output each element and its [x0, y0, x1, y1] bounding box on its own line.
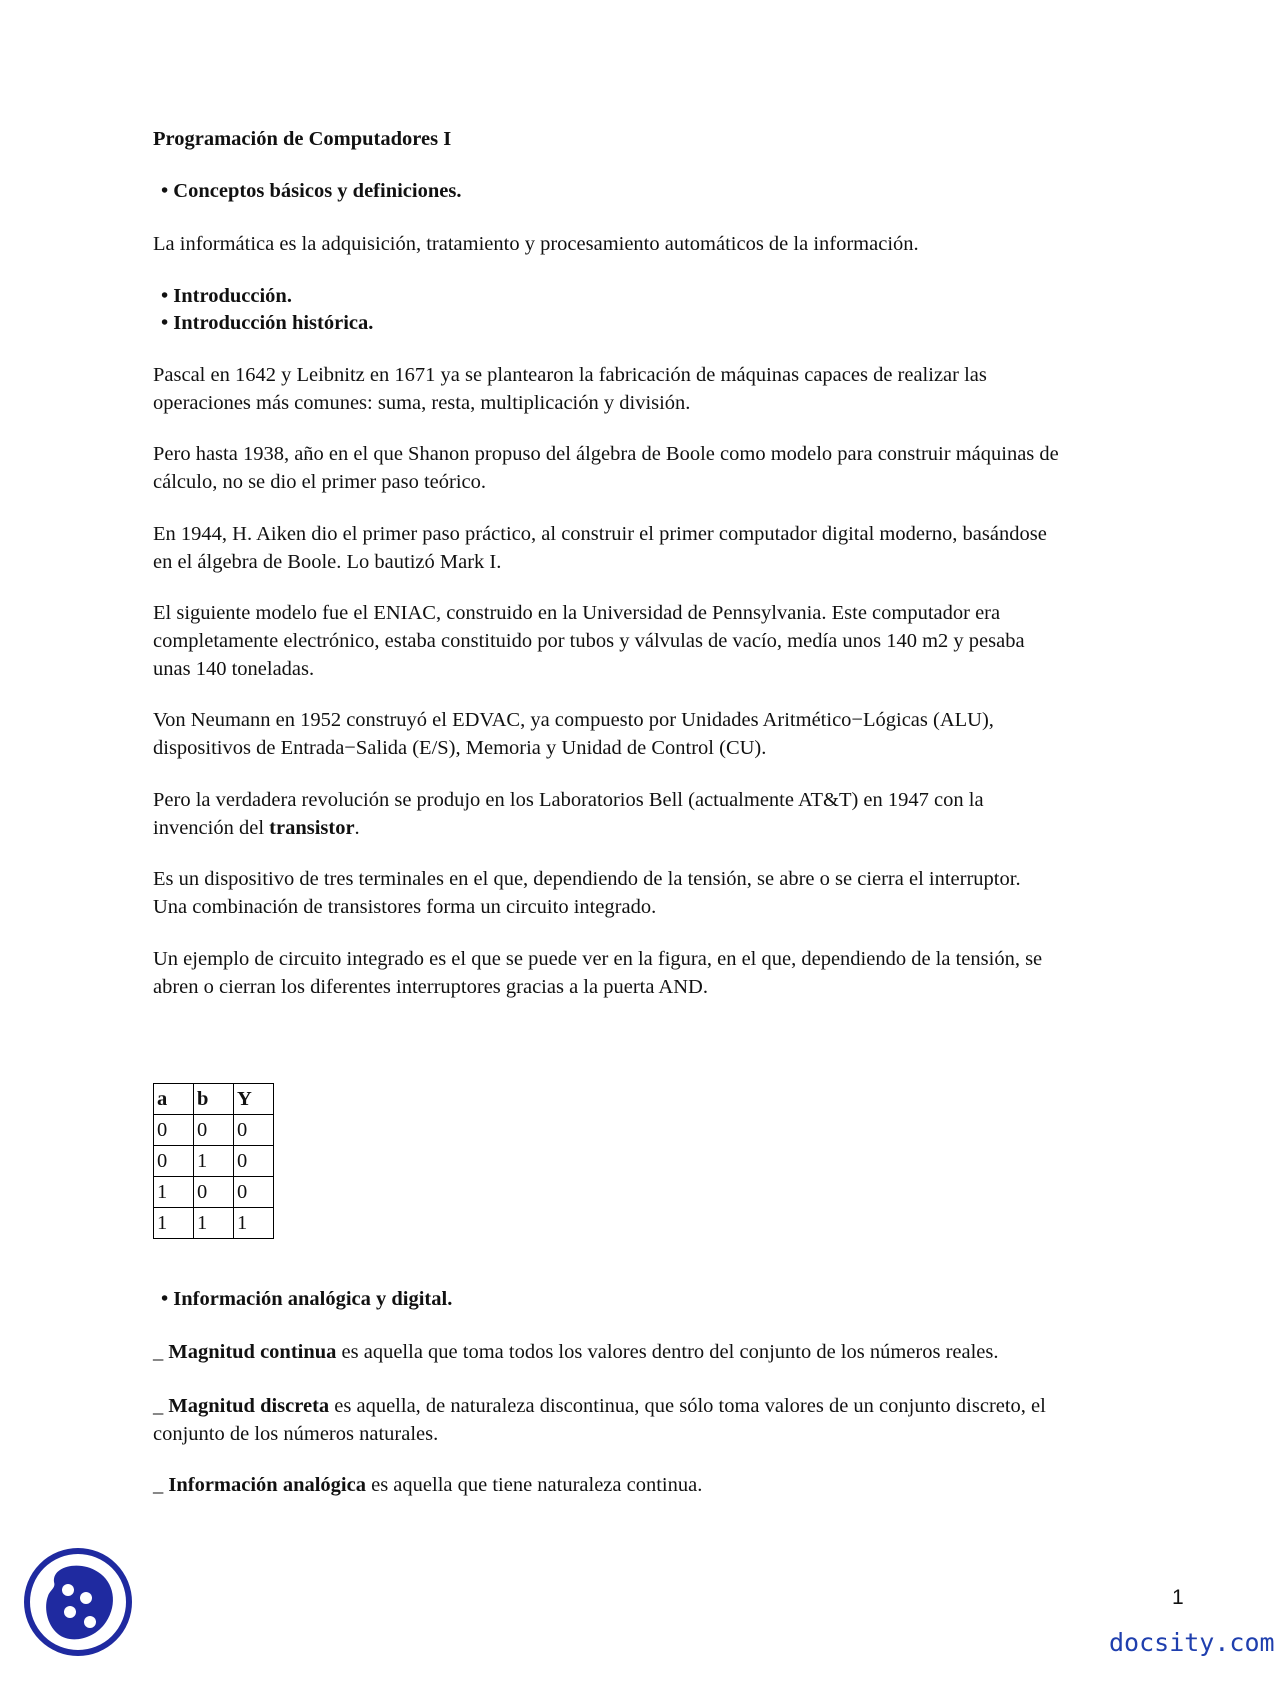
- term-informacion-analogica: Información analógica: [168, 1474, 366, 1496]
- table-cell: 0: [234, 1115, 274, 1146]
- paragraph-shanon-line2: cálculo, no se dio el primer paso teórico.: [153, 471, 487, 493]
- table-header-cell: a: [154, 1084, 194, 1115]
- table-row: [154, 1208, 274, 1239]
- table-cell: 1: [154, 1208, 194, 1239]
- definition-text: es aquella que tiene naturaleza continua.: [365, 1474, 703, 1496]
- definition-prefix: _: [153, 1341, 169, 1363]
- table-cell: 1: [194, 1208, 234, 1239]
- definition-magnitud-discreta-line2: conjunto de los números naturales.: [153, 1423, 439, 1445]
- bullet-introduccion-historica: • Introducción histórica.: [161, 312, 374, 334]
- table-cell: 0: [154, 1115, 194, 1146]
- bullet-conceptos: • Conceptos básicos y definiciones.: [161, 180, 462, 202]
- paragraph-ejemplo-line1: Un ejemplo de circuito integrado es el que se puede ver en la figura, en el que, dependiendo de la tensión, se: [153, 948, 1043, 970]
- table-row: [154, 1115, 274, 1146]
- table-cell: 1: [154, 1177, 194, 1208]
- page-number: 1: [1172, 1586, 1184, 1609]
- paragraph-aiken-line1: En 1944, H. Aiken dio el primer paso práctico, al construir el primer computador digital moderno, basándose: [153, 523, 1047, 545]
- table-cell: 1: [194, 1146, 234, 1177]
- term-magnitud-discreta: Magnitud discreta: [168, 1395, 330, 1417]
- paragraph-bell-line2: [153, 814, 360, 842]
- paragraph-dispositivo-line2: Una combinación de transistores forma un circuito integrado.: [153, 896, 657, 918]
- docsity-brand-link[interactable]: docsity.com: [1109, 1628, 1275, 1657]
- paragraph-pascal-line1: Pascal en 1642 y Leibnitz en 1671 ya se plantearon la fabricación de máquinas capaces de realizar las: [153, 364, 987, 386]
- definition-text: es aquella, de naturaleza discontinua, que sólo toma valores de un conjunto discreto, el: [329, 1395, 1046, 1417]
- paragraph-eniac-line2: completamente electrónico, estaba constituido por tubos y válvulas de vacío, medía unos 140 m2 y pesaba: [153, 630, 1025, 652]
- table-cell: 0: [194, 1115, 234, 1146]
- paragraph-edvac-line2: dispositivos de Entrada−Salida (E/S), Memoria y Unidad de Control (CU).: [153, 737, 767, 759]
- table-cell: 1: [234, 1208, 274, 1239]
- paragraph-shanon-line1: Pero hasta 1938, año en el que Shanon propuso del álgebra de Boole como modelo para construir máquinas de: [153, 443, 1059, 465]
- paragraph-eniac-line3: unas 140 toneladas.: [153, 658, 315, 680]
- document-title: Programación de Computadores I: [153, 128, 452, 150]
- paragraph-bell-pre: invención del: [153, 817, 270, 839]
- definition-prefix: _: [153, 1395, 169, 1417]
- table-cell: 0: [234, 1146, 274, 1177]
- paragraph-pascal-line2: operaciones más comunes: suma, resta, multiplicación y división.: [153, 392, 691, 414]
- term-transistor: transistor: [269, 817, 355, 839]
- table-row: [154, 1177, 274, 1208]
- table-header-row: [154, 1084, 274, 1115]
- table-cell: 0: [194, 1177, 234, 1208]
- paragraph-bell-post: .: [354, 817, 360, 839]
- term-magnitud-continua: Magnitud continua: [168, 1341, 337, 1363]
- paragraph-ejemplo-line2: abren o cierran los diferentes interruptores gracias a la puerta AND.: [153, 976, 708, 998]
- table-cell: 0: [154, 1146, 194, 1177]
- bullet-analogica-digital: • Información analógica y digital.: [161, 1288, 453, 1310]
- table-cell: 0: [234, 1177, 274, 1208]
- definition-prefix: _: [153, 1474, 169, 1496]
- table-row: [154, 1146, 274, 1177]
- paragraph-bell-line1: Pero la verdadera revolución se produjo en los Laboratorios Bell (actualmente AT&T) en 1947 con la: [153, 789, 984, 811]
- paragraph-edvac-line1: Von Neumann en 1952 construyó el EDVAC, ya compuesto por Unidades Aritmético−Lógicas (ALU),: [153, 709, 994, 731]
- truth-table-and: [153, 1083, 274, 1239]
- paragraph-dispositivo-line1: Es un dispositivo de tres terminales en el que, dependiendo de la tensión, se abre o se cierra el interruptor.: [153, 868, 1021, 890]
- paragraph-aiken-line2: en el álgebra de Boole. Lo bautizó Mark I.: [153, 551, 502, 573]
- paragraph-eniac-line1: El siguiente modelo fue el ENIAC, construido en la Universidad de Pennsylvania. Este computador era: [153, 602, 1001, 624]
- definition-magnitud-continua: [153, 1338, 999, 1366]
- bullet-introduccion: • Introducción.: [161, 285, 292, 307]
- paragraph-informatica: La informática es la adquisición, tratamiento y procesamiento automáticos de la información.: [153, 233, 919, 255]
- table-header-cell: Y: [234, 1084, 274, 1115]
- definition-informacion-analogica: [153, 1471, 702, 1499]
- docsity-logo-icon[interactable]: [22, 1542, 134, 1662]
- definition-text: es aquella que toma todos los valores dentro del conjunto de los números reales.: [336, 1341, 999, 1363]
- table-header-cell: b: [194, 1084, 234, 1115]
- definition-magnitud-discreta: [153, 1392, 1046, 1420]
